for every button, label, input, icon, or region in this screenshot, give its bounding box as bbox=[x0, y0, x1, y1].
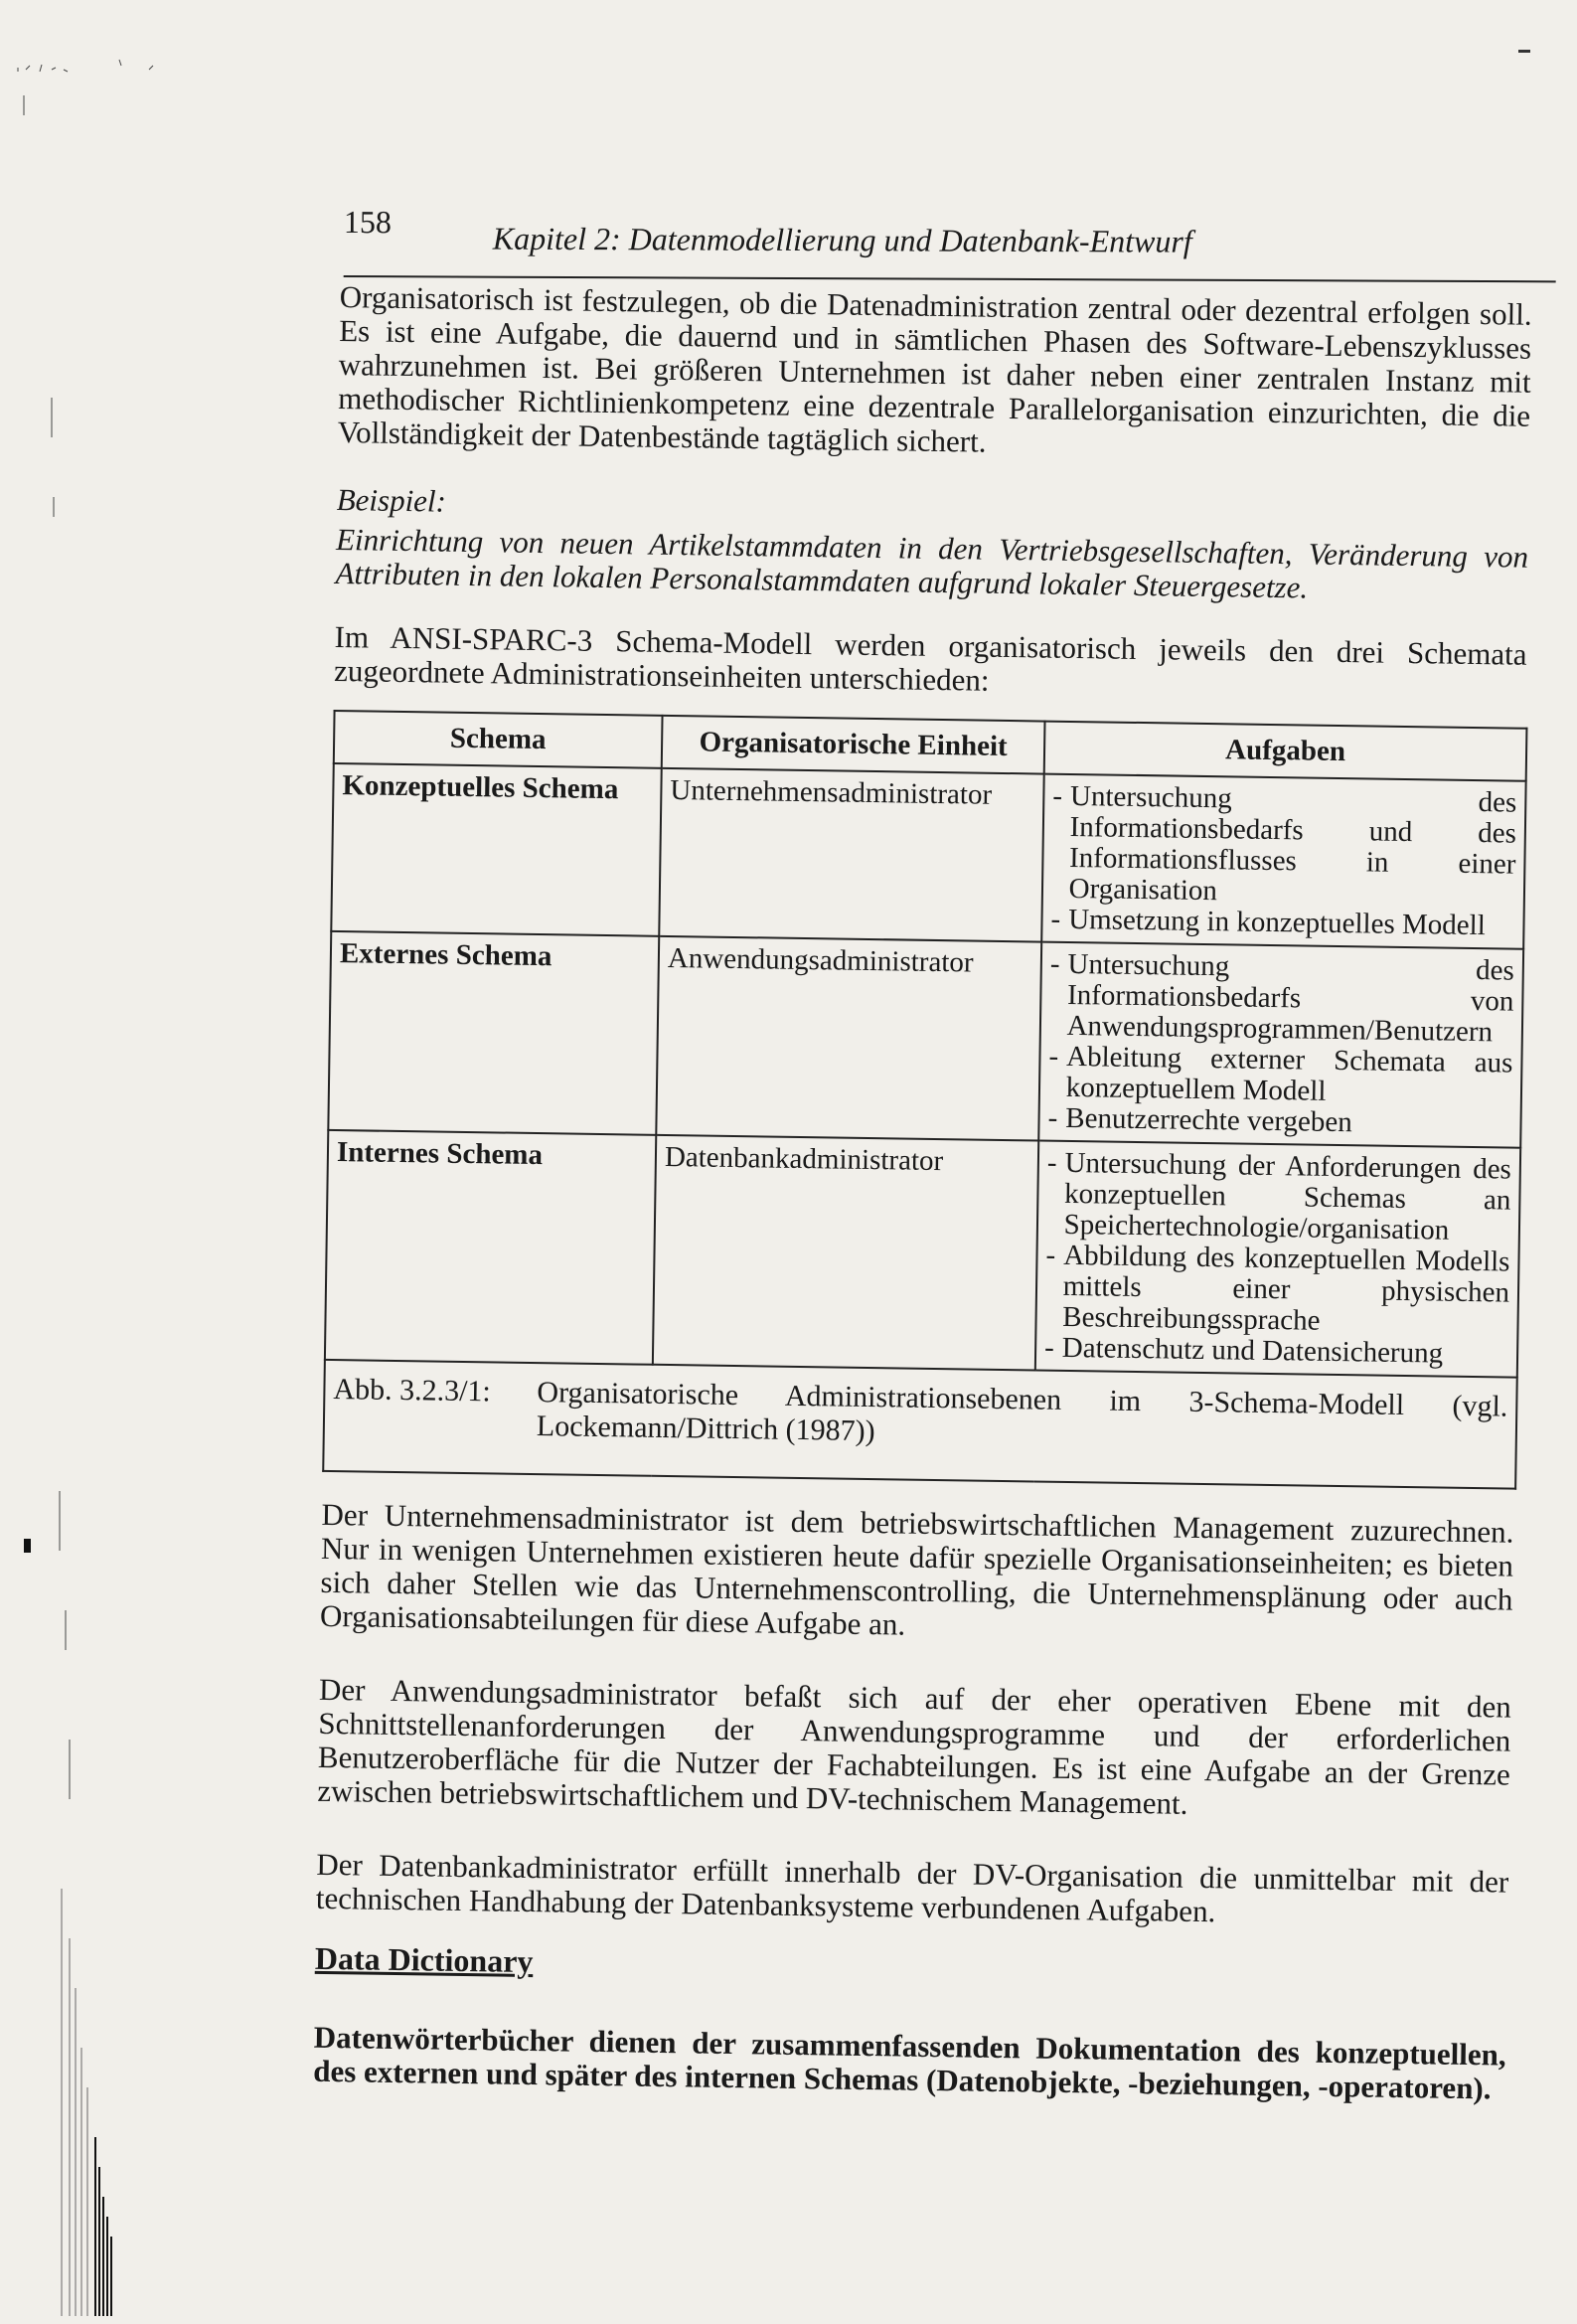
unit-cell: Datenbankadministrator bbox=[653, 1135, 1038, 1371]
tasks-cell bbox=[1035, 1141, 1520, 1378]
chapter-title: Kapitel 2: Datenmodellierung und Datenbank-Entwurf bbox=[492, 220, 1192, 259]
task-dash: - bbox=[1045, 1239, 1056, 1271]
task-item bbox=[1048, 1042, 1513, 1110]
task-item bbox=[1051, 781, 1517, 912]
page-header bbox=[344, 204, 1556, 282]
tasks-cell bbox=[1038, 942, 1523, 1148]
page-number: 158 bbox=[343, 204, 392, 241]
task-item bbox=[1049, 949, 1514, 1049]
example-text: Einrichtung von neuen Artikelstammdaten in den Vertriebsgesellschaften, Veränderung von Attributen in den lokalen Personalstammdaten aufgrund lokaler Steuergesetze. bbox=[335, 521, 1529, 605]
unit-cell: Unternehmensadministrator bbox=[659, 768, 1043, 942]
table-row bbox=[325, 1130, 1520, 1378]
task-dash: - bbox=[1048, 1040, 1059, 1073]
column-header: Organisatorische Einheit bbox=[662, 716, 1045, 774]
task-text: Untersuchung des Informationsbedarfs und des Informationsflusses in einer Organisation bbox=[1068, 779, 1517, 908]
task-item bbox=[1044, 1333, 1508, 1371]
paragraph-intro: Im ANSI-SPARC-3 Schema-Modell werden organisatorisch jeweils den drei Schemata zugeordnete Administrationseinheiten unterschieden: bbox=[333, 618, 1527, 698]
table-caption-row bbox=[323, 1360, 1517, 1489]
task-dash: - bbox=[1050, 903, 1061, 935]
paragraph-anwendungsadministrator: Der Anwendungsadministrator befaßt sich auf der eher operativen Ebene mit den Schnittstellenanforderungen der Anwendungsprogramme und der erforderlichen Benutzeroberfläche für die Nutzer der Fachabteilungen. Es ist eine Aufgabe an der Grenze zwischen betriebswirtschaftlichem und DV-technischem Management. bbox=[317, 1671, 1512, 1821]
paragraph-organisation: Organisatorisch ist festzulegen, ob die Datenadministration zentral oder dezentral erfolgen soll. Es ist eine Aufgabe, die dauernd und in sämtlichen Phasen des Software-Lebenszyklusses wahrzunehmen ist. Bei größeren Unternehmen ist daher neben einer zentralen Instanz mit methodischer Richtlinienkompetenz eine dezentrale Parallelorganisation einzurichten, die die Vollständigkeit der Datenbestände tagtäglich sichert. bbox=[337, 279, 1532, 459]
table-row bbox=[328, 931, 1523, 1148]
schema-cell: Internes Schema bbox=[325, 1130, 656, 1365]
paragraph-data-dictionary: Datenwörterbücher dienen der zusammenfassenden Dokumentation des konzeptuellen, des externen und später des internen Schemas (Datenobjekte, -beziehungen, -operatoren). bbox=[313, 2019, 1506, 2106]
task-dash: - bbox=[1043, 1331, 1055, 1364]
task-item bbox=[1047, 1103, 1511, 1141]
task-item bbox=[1044, 1241, 1509, 1340]
tasks-cell bbox=[1041, 774, 1525, 949]
caption-text: Organisatorische Administrationsebenen im 3-Schema-Modell (vgl. Lockemann/Dittrich (1987)) bbox=[536, 1376, 1508, 1448]
task-text: Umsetzung in konzeptuelles Modell bbox=[1067, 903, 1487, 942]
task-text: Benutzerrechte vergeben bbox=[1065, 1101, 1352, 1139]
schema-cell: Externes Schema bbox=[328, 931, 659, 1135]
task-dash: - bbox=[1046, 1146, 1057, 1179]
task-dash: - bbox=[1047, 1101, 1058, 1134]
task-text: Untersuchung des Informationsbedarfs von Anwendungsprogrammen/Benutzern bbox=[1066, 947, 1515, 1049]
column-header: Schema bbox=[334, 711, 663, 768]
paragraph-unternehmensadministrator: Der Unternehmensadministrator ist dem betriebswirtschaftlichen Management zuzurechnen. Nur in wenigen Unternehmen existieren heute dafür spezielle Organisationseinheiten; es bieten sich daher Stellen wie das Unternehmenscontrolling, die Unternehmensplänung oder auch Organisationsabteilungen für diese Aufgabe an. bbox=[319, 1496, 1514, 1642]
schema-cell: Konzeptuelles Schema bbox=[331, 763, 661, 936]
task-text: Datenschutz und Datensicherung bbox=[1061, 1331, 1444, 1370]
task-dash: - bbox=[1052, 779, 1063, 812]
section-heading: Data Dictionary bbox=[314, 1939, 534, 1980]
task-text: Abbildung des konzeptuellen Modells mittels einer physischen Beschreibungssprache bbox=[1062, 1239, 1510, 1337]
unit-cell: Anwendungsadministrator bbox=[656, 936, 1041, 1141]
task-text: Ableitung externer Schemata aus konzeptuellem Modell bbox=[1065, 1040, 1513, 1107]
column-header: Aufgaben bbox=[1044, 722, 1527, 781]
caption-label: Abb. 3.2.3/1: bbox=[333, 1373, 492, 1409]
page-body bbox=[313, 280, 1532, 2106]
figure-caption bbox=[323, 1360, 1517, 1489]
administration-table bbox=[322, 710, 1527, 1490]
paragraph-datenbankadministrator: Der Datenbankadministrator erfüllt innerhalb der DV-Organisation die unmittelbar mit der technischen Handhabung der Datenbanksysteme verbundenen Aufgaben. bbox=[315, 1846, 1509, 1929]
task-dash: - bbox=[1049, 947, 1060, 980]
task-item bbox=[1046, 1148, 1511, 1247]
example-label: Beispiel: bbox=[336, 481, 447, 519]
table-row bbox=[331, 763, 1525, 949]
task-item bbox=[1050, 905, 1514, 942]
task-text: Untersuchung der Anforderungen des konzeptuellen Schemas an Speichertechnologie/organisation bbox=[1063, 1146, 1512, 1246]
